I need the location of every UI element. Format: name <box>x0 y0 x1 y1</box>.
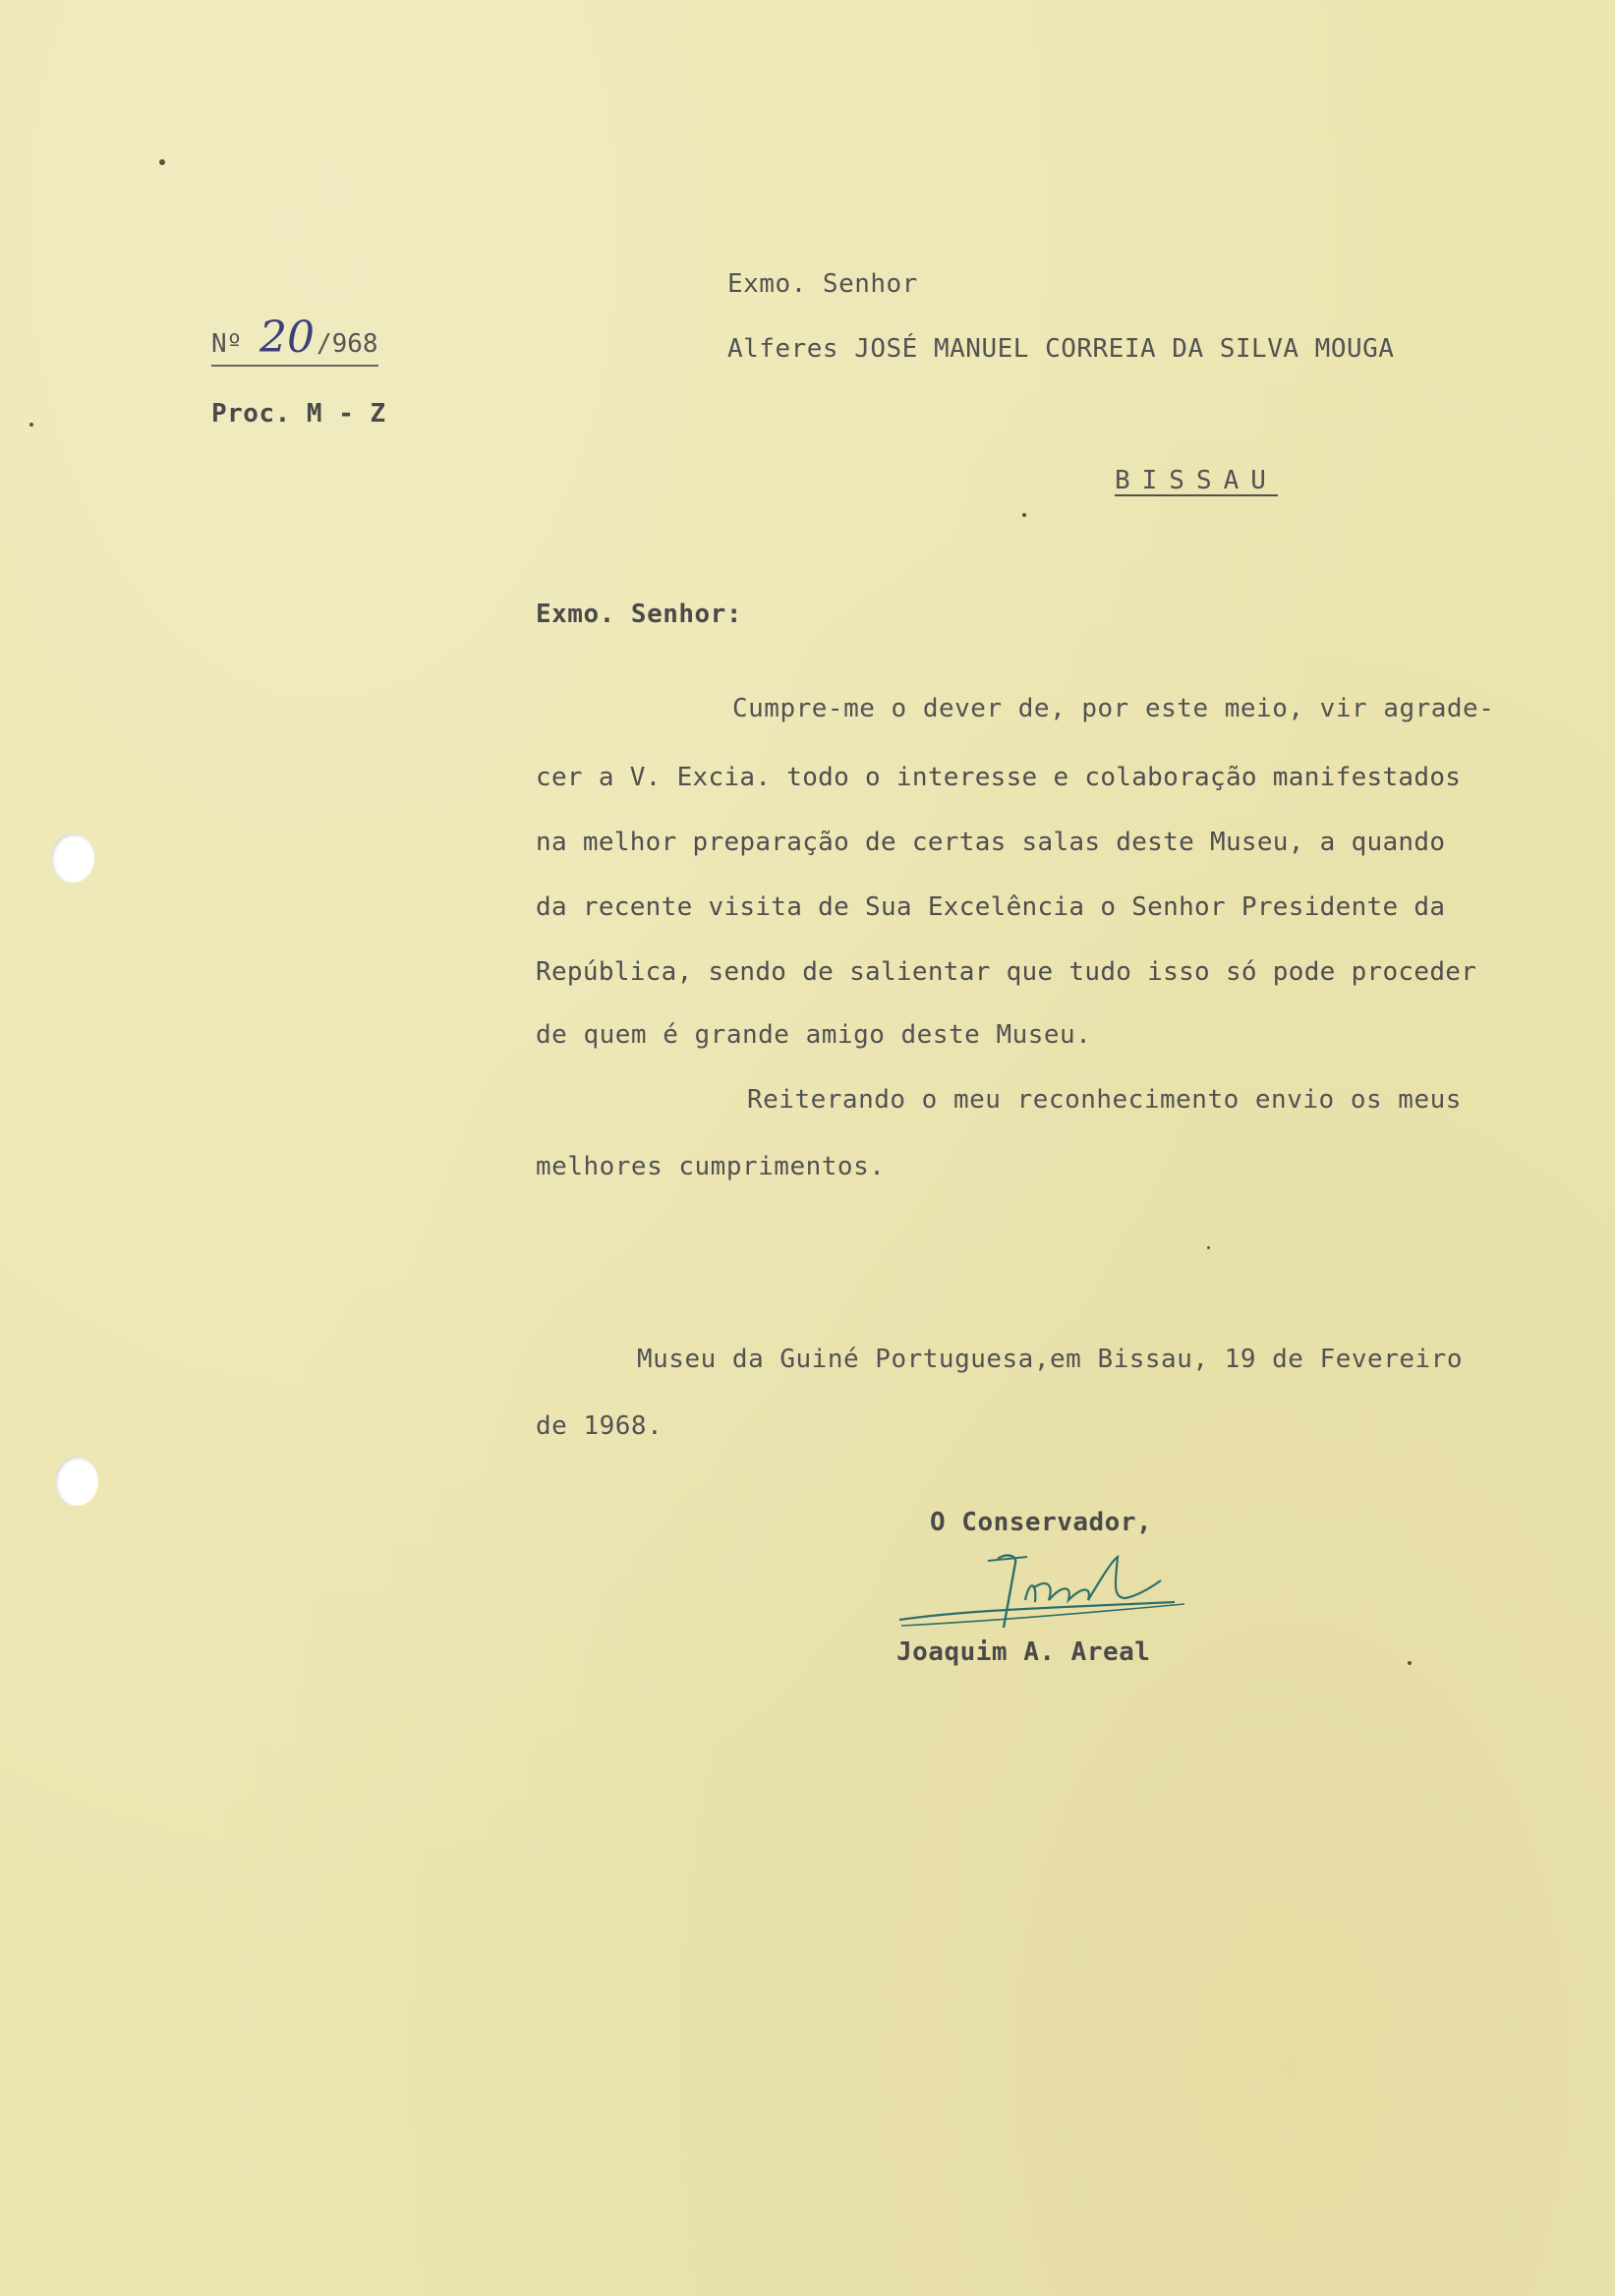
paragraph-1-line-3: na melhor preparação de certas salas deste Museu, a quando <box>536 828 1446 857</box>
paragraph-1-line-1: Cumpre-me o dever de, por este meio, vir agrade- <box>732 694 1495 723</box>
signatory-role: O Conservador, <box>930 1508 1153 1537</box>
paper-speck <box>29 423 33 427</box>
process-reference: Proc. M - Z <box>211 399 386 429</box>
body-salutation: Exmo. Senhor: <box>536 600 742 629</box>
paragraph-2-line-1: Reiterando o meu reconhecimento envio os meus <box>747 1085 1462 1115</box>
handwritten-signature <box>890 1541 1204 1649</box>
paper-speck <box>1207 1246 1210 1249</box>
place-date-line-2: de 1968. <box>536 1411 663 1441</box>
paper-speck <box>1408 1661 1412 1665</box>
addressee-name: Alferes JOSÉ MANUEL CORREIA DA SILVA MOUGA <box>727 334 1395 364</box>
punch-hole-top <box>51 833 94 883</box>
paragraph-2-line-2: melhores cumprimentos. <box>536 1152 886 1181</box>
paragraph-1-line-5: República, sendo de salientar que tudo isso só pode proceder <box>536 957 1477 987</box>
handwritten-number: 20 <box>259 313 315 363</box>
paper-speck <box>159 159 165 165</box>
paper-speck <box>1022 513 1026 517</box>
reference-year: /968 <box>316 329 378 359</box>
reference-number <box>211 313 378 367</box>
addressee-city: BISSAU <box>1115 466 1278 495</box>
punch-hole-bottom <box>55 1457 98 1506</box>
place-date-line-1: Museu da Guiné Portuguesa,em Bissau, 19 de Fevereiro <box>637 1345 1463 1374</box>
reference-prefix: Nº <box>211 329 243 359</box>
signatory-name: Joaquim A. Areal <box>896 1637 1151 1667</box>
paragraph-1-line-6: de quem é grande amigo deste Museu. <box>536 1020 1092 1050</box>
salutation-top: Exmo. Senhor <box>727 269 918 299</box>
paragraph-1-line-2: cer a V. Excia. todo o interesse e colaboração manifestados <box>536 763 1462 792</box>
paragraph-1-line-4: da recente visita de Sua Excelência o Senhor Presidente da <box>536 892 1446 922</box>
